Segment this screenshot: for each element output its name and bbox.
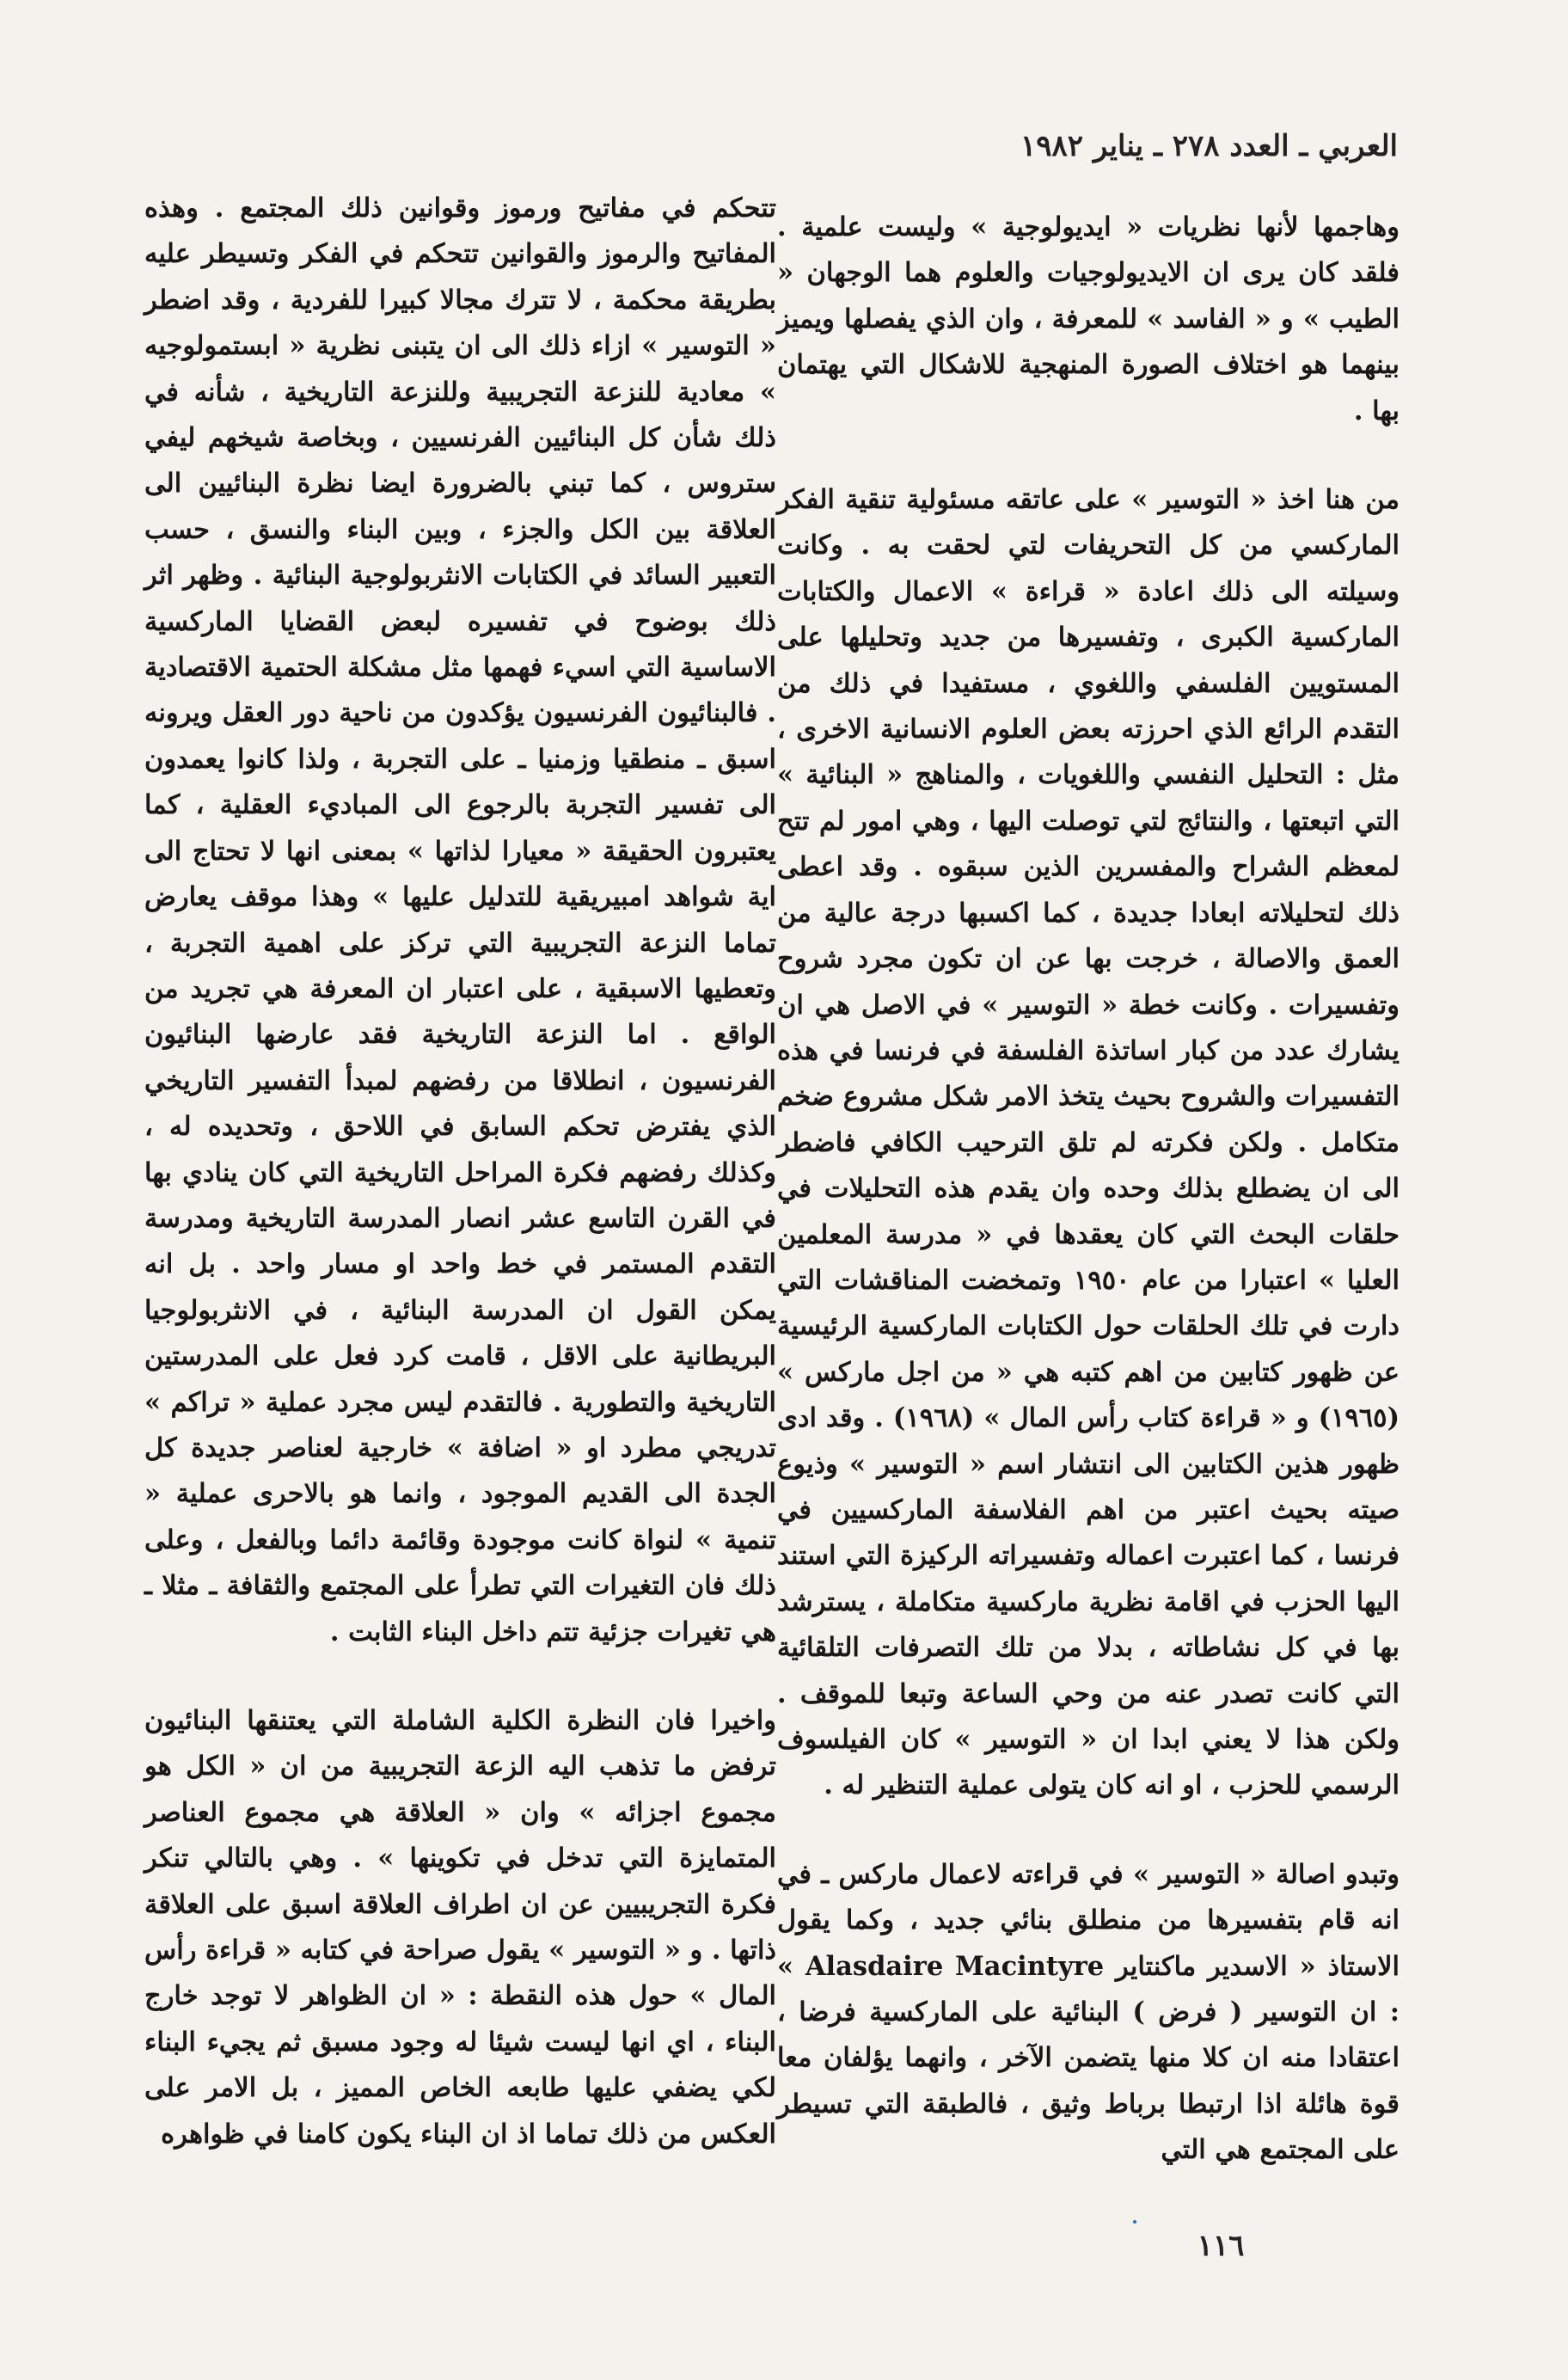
running-header: العربي ـ العدد ٢٧٨ ـ يناير ١٩٨٢ — [1020, 129, 1398, 163]
paragraph: وتبدو اصالة « التوسير » في قراءته لاعمال ماركس ـ في انه قام بتفسيرها من منطلق بنائي جديد ، وكما يقول الاستاذ « الاسدير ماكنتاير Alasdaire Macintyre » : ان التوسير ( فرض ) البنائية على الماركسية فرضا ، اعتقادا منه ان كلا منها يتضمن الآخر ، وانهما يؤلفان معا قوة هائلة اذا ارتبطا برباط وثيق ، فالطبقة التي تسيطر على المجتمع هي التي — [777, 1858, 1400, 2166]
paragraph: تتحكم في مفاتيح ورموز وقوانين ذلك المجتمع . وهذه المفاتيح والرموز والقوانين تتحكم في الفكر وتسيطر عليه بطريقة محكمة ، لا تترك مجالا كبيرا للفردية ، وقد اضطر « التوسير » ازاء ذلك الى ان يتبنى نظرية « ابستمولوجيه » معادية للنزعة التجريبية وللنزعة التاريخية ، شأنه في ذلك شأن كل البنائيين الفرنسيين ، وبخاصة شيخهم ليفي ستروس ، كما تبني بالضرورة ايضا نظرة البنائيين الى العلاقة بين الكل والجزء ، وبين البناء والنسق ، حسب التعبير السائد في الكتابات الانثربولوجية البنائية . وظهر اثر ذلك بوضوح في تفسيره لبعض القضايا الماركسية الاساسية التي اسيء فهمها مثل مشكلة الحتمية الاقتصادية . فالبنائيون الفرنسيون يؤكدون من ناحية دور العقل ويرونه اسبق ـ منطقيا وزمنيا ـ على التجربة ، ولذا كانوا يعمدون الى تفسير التجربة بالرجوع الى المباديء العقلية ، كما يعتبرون الحقيقة « معيارا لذاتها » بمعنى انها لا تحتاج الى اية شواهد امبيريقية للتدليل عليها » وهذا موقف يعارض تماما النزعة التجريبية التي تركز على اهمية التجربة ، وتعطيها الاسبقية ، على اعتبار ان المعرفة هي تجريد من الواقع . اما النزعة التاريخية فقد عارضها البنائيون الفرنسيون ، انطلاقا من رفضهم لمبدأ التفسير التاريخي الذي يفترض تحكم السابق في اللاحق ، وتحديده له ، وكذلك رفضهم فكرة المراحل التاريخية التي كان ينادي بها في القرن التاسع عشر انصار المدرسة التاريخية ومدرسة التقدم المستمر في خط واحد او مسار واحد . بل انه يمكن القول ان المدرسة البنائية ، في الانثربولوجيا البريطانية على الاقل ، قامت كرد فعل على المدرستين التاريخية والتطورية . فالتقدم ليس مجرد عملية « تراكم » تدريجي مطرد او « اضافة » خارجية لعناصر جديدة كل الجدة الى القديم الموجود ، وانما هو بالاحرى عملية « تنمية » لنواة كانت موجودة وقائمة دائما وبالفعل ، وعلى ذلك فان التغيرات التي تطرأ على المجتمع والثقافة ـ مثلا ـ هي تغيرات جزئية تتم داخل البناء الثابت . — [144, 193, 776, 1647]
left-column — [144, 186, 776, 2157]
paragraph: وهاجمها لأنها نظريات « ايديولوجية » وليست علمية . فلقد كان يرى ان الايديولوجيات والعلوم هما الوجهان « الطيب » و « الفاسد » للمعرفة ، وان الذي يفصلها ويميز بينهما هو اختلاف الصورة المنهجية للاشكال التي يهتمان بها . — [777, 212, 1400, 426]
page-number: ١١٦ — [1197, 2229, 1245, 2263]
paragraph: واخيرا فان النظرة الكلية الشاملة التي يعتنقها البنائيون ترفض ما تذهب اليه الزعة التجريبية من ان « الكل هو مجموع اجزائه » وان « العلاقة هي مجموع العناصر المتمايزة التي تدخل في تكوينها » . وهي بالتالي تنكر فكرة التجريبيين عن ان اطراف العلاقة اسبق على العلاقة ذاتها . و « التوسير » يقول صراحة في كتابه « قراءة رأس المال » حول هذه النقطة : « ان الظواهر لا توجد خارج البناء ، اي انها ليست شيئا له وجود مسبق ثم يجيء البناء لكي يضفي عليها طابعه الخاص المميز ، بل الامر على العكس من ذلك تماما اذ ان البناء يكون كامنا في ظواهره — [144, 1705, 776, 2150]
right-column — [777, 205, 1400, 2174]
paragraph: من هنا اخذ « التوسير » على عاتقه مسئولية تنقية الفكر الماركسي من كل التحريفات لتي لحقت به . وكانت وسيلته الى ذلك اعادة « قراءة » الاعمال والكتابات الماركسية الكبرى ، وتفسيرها من جديد وتحليلها على المستويين الفلسفي واللغوي ، مستفيدا في ذلك من التقدم الرائع الذي احرزته بعض العلوم الانسانية الاخرى ، مثل : التحليل النفسي واللغويات ، والمناهج « البنائية » التي اتبعتها ، والنتائج لتي توصلت اليها ، وهي امور لم تتح لمعظم الشراح والمفسرين الذين سبقوه . وقد اعطى ذلك لتحليلاته ابعادا جديدة ، كما اكسبها درجة عالية من العمق والاصالة ، خرجت بها عن ان تكون مجرد شروح وتفسيرات . وكانت خطة « التوسير » في الاصل هي ان يشارك عدد من كبار اساتذة الفلسفة في فرنسا في هذه التفسيرات والشروح بحيث يتخذ الامر شكل مشروع ضخم متكامل . ولكن فكرته لم تلق الترحيب الكافي فاضطر الى ان يضطلع بذلك وحده وان يقدم هذه التحليلات في حلقات البحث التي كان يعقدها في « مدرسة المعلمين العليا » اعتبارا من عام ١٩٥٠ وتمخضت المناقشات التي دارت في تلك الحلقات حول الكتابات الماركسية الرئيسية عن ظهور كتابين من اهم كتبه هي « من اجل ماركس » (١٩٦٥) و « قراءة كتاب رأس المال » (١٩٦٨) . وقد ادى ظهور هذين الكتابين الى انتشار اسم « التوسير » وذيوع صيته بحيث اعتبر من اهم الفلاسفة الماركسيين في فرنسا ، كما اعتبرت اعماله وتفسيراته الركيزة التي استند اليها الحزب في اقامة نظرية ماركسية متكاملة ، يسترشد بها في كل نشاطاته ، بدلا من تلك التصرفات التلقائية التي كانت تصدر عنه من وحي الساعة وتبعا للموقف . ولكن هذا لا يعني ابدا ان « التوسير » كان الفيلسوف الرسمي للحزب ، او انه كان يتولى عملية التنظير له . — [777, 484, 1400, 1801]
ink-speck — [1133, 2220, 1136, 2224]
